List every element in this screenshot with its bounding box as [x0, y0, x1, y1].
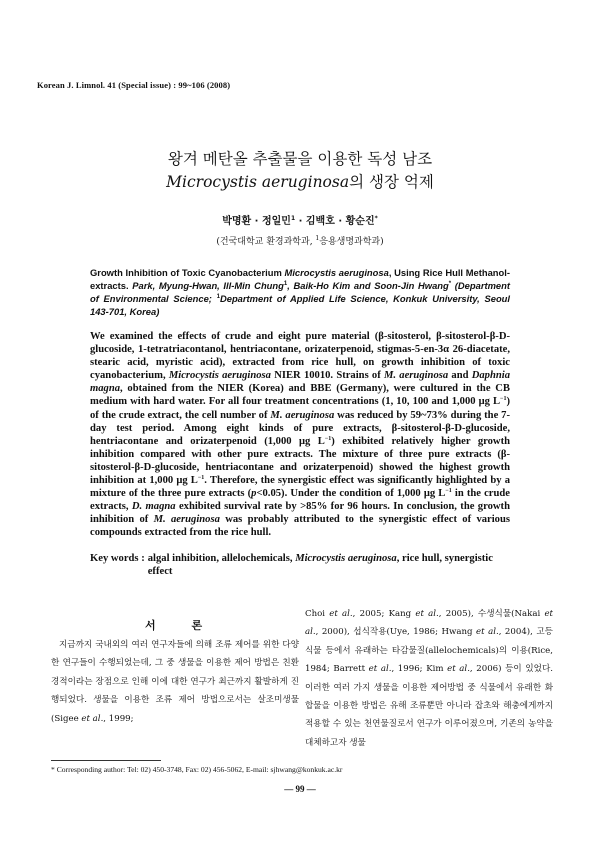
- footnote-divider: [51, 760, 161, 761]
- abstract-exponent: −1: [324, 435, 332, 442]
- keywords-list: [145, 552, 510, 578]
- abstract-p-variable: p: [251, 488, 257, 500]
- abstract-text: NIER 10010. Strains of: [270, 370, 384, 382]
- citation-etal: et al: [368, 664, 389, 675]
- body-column-left: [51, 605, 299, 728]
- en-title-2: , Using Rice Hull Methanol-extracts.: [90, 267, 510, 291]
- keywords-label: Key words :: [90, 553, 145, 564]
- author-group-1: 박명환 · 정일민: [222, 216, 291, 227]
- abstract-species: M. aeruginosa: [270, 409, 335, 421]
- body-text: ., 2004), 고등식물 등에서 유래하는 타감물질(allelochemicals)의 이용(Rice, 1984; Barrett: [305, 627, 553, 675]
- author-sup-2: *: [374, 215, 378, 222]
- citation-etal: et al: [476, 627, 496, 638]
- title-species: Microcystis aeruginosa: [166, 173, 350, 191]
- citation-etal: et al: [329, 609, 350, 619]
- abstract: [90, 330, 510, 540]
- title-korean: 왕겨 메탄올 추출물을 이용한 독성 남조: [167, 150, 433, 168]
- abstract-exponent: −1: [500, 396, 507, 403]
- abstract-text: and: [448, 370, 472, 382]
- affiliation-part-2: 응용생명과학과): [319, 237, 384, 247]
- author-sup-1: 1: [290, 215, 296, 222]
- english-title-block: [90, 266, 510, 318]
- body-text: ., 2000), 섭식작용(Uye, 1986; Hwang: [312, 627, 477, 638]
- affiliation-korean: [0, 234, 600, 247]
- keywords-part: algal inhibition, allelochemicals,: [147, 553, 296, 564]
- intro-text: ., 1999;: [100, 713, 134, 724]
- abstract-text: ) of the crude extract, the cell number of: [90, 396, 510, 421]
- en-sup-1: 1: [283, 281, 288, 287]
- footnote-corresponding-author: * Corresponding author: Tel: 02) 450-3748, Fax: 02) 456-5062, E-mail: sjhwang@konkuk.ac.kr: [51, 765, 343, 774]
- keywords: [90, 552, 510, 578]
- section-heading-introduction: 서 론: [145, 619, 219, 632]
- page-number: — 99 —: [284, 784, 316, 794]
- abstract-text: . Therefore, the synergistic effect was significantly highlighted by a mixture of the three pure extracts (: [90, 475, 510, 500]
- abstract-species: Daphnia magna: [90, 370, 511, 395]
- body-text: ., 1996; Kim: [388, 664, 448, 675]
- journal-reference: Korean J. Limnol. 41 (Special issue) : 99~106 (2008): [37, 80, 231, 90]
- abstract-text: We examined the effects of crude and eight pure material (β-sitosterol, β-sitosterol-β-D-glucoside, 1-tetratriacontanol, hentriacontane, orizaterpenoid, stigmas-5-en-3α 26-diacetate, stearic acid, myristic acid), extracted from rice hull, on growth inhibition of toxic cyanobacterium,: [90, 331, 510, 382]
- en-affiliation-1: (Department of Environmental Science;: [90, 280, 510, 304]
- citation-etal: et al: [415, 609, 437, 619]
- abstract-text: was probably attributed to the synergistic effect of various compounds extracted from the rice hull.: [90, 514, 510, 539]
- abstract-text: was reduced by 59~73% during the 7-day test period. Among eight kinds of pure extracts, β-sitosterol-β-D-glucoside, hentriacontane and orizaterpenoid (1,000 μg L: [90, 409, 510, 447]
- en-sup-3: 1: [216, 294, 220, 300]
- abstract-species: D. magna: [131, 501, 176, 513]
- keywords-species: Microcystis aeruginosa: [295, 553, 397, 564]
- abstract-text: <0.05). Under the condition of 1,000 μg L: [256, 488, 446, 500]
- en-affiliation-2: Department of Applied Life Science, Konkuk University, Seoul 143-701, Korea): [90, 293, 511, 317]
- intro-paragraph: [51, 636, 299, 728]
- authors-korean: [0, 212, 600, 227]
- abstract-species: Microcystis aeruginosa: [168, 370, 271, 382]
- affiliation-part-1: (건국대학교 환경과학과,: [216, 237, 316, 247]
- abstract-exponent: −1: [197, 475, 205, 482]
- abstract-text: , obtained from the NIER (Korea) and BBE (Germany), were cultured in the CB medium with hard water. For all four treatment concentrations (1, 10, 100 and 1,000 μg L: [90, 383, 510, 408]
- abstract-text: in the crude extracts,: [90, 488, 510, 513]
- body-column-right: [305, 605, 553, 752]
- en-authors-2: , Baik-Ho Kim and Soon-Jin Hwang: [287, 280, 449, 291]
- abstract-text: exhibited survival rate by >85% for 96 hours. In conclusion, the growth inhibition of: [90, 501, 510, 526]
- affiliation-sup: 1: [315, 235, 320, 242]
- title-species-line: [0, 170, 600, 192]
- citation-etal: et al: [447, 664, 468, 675]
- en-sup-2: *: [448, 281, 452, 287]
- body-text: ., 2005), 수생식물(Nakai: [436, 609, 545, 619]
- abstract-species: M. aeruginosa: [384, 370, 449, 382]
- keywords-part: , rice hull, synergistic effect: [147, 553, 493, 578]
- en-authors-1: Park, Myung-Hwan, Ill-Min Chung: [128, 280, 284, 291]
- keywords-row: [90, 552, 510, 578]
- abstract-species: M. aeruginosa: [153, 514, 220, 526]
- abstract-exponent: −1: [445, 488, 452, 495]
- body-text: ., 2005; Kang: [349, 609, 416, 619]
- citation-etal: et al: [305, 609, 553, 638]
- body-text: ., 2006) 등이 있었다. 이러한 여러 가지 생물을 이용한 제어방법 중 식물에서 유래한 화합물을 이용한 방법은 유해 조류뿐만 아니라 잡초와 해충에게까지 적용할 수 있는 천연물질로서 연구가 이루어졌으며, 기존의 농약을 대체하고자 생물: [305, 664, 553, 748]
- body-text: Choi: [305, 609, 330, 619]
- citation-etal: et al: [81, 713, 101, 724]
- intro-text: 지금까지 국내외의 여러 연구자들에 의해 조류 제어를 위한 다양한 연구들이 수행되었는데, 그 중 생물을 이용한 제어 방법은 친환경적이라는 장점으로 인해 이에 대한 연구가 최근까지 활발하게 진행되었다. 생물을 이용한 조류 제어 방법으로서는 살조미생물(Sigee: [51, 640, 299, 724]
- en-title-1: Growth Inhibition of Toxic Cyanobacterium: [90, 267, 285, 278]
- title-suffix: 의 생장 억제: [349, 173, 434, 191]
- author-group-2: · 김백호 · 황순진: [295, 216, 375, 227]
- abstract-text: ) exhibited relatively higher growth inhibition compared with other pure extracts. The mixture of three pure extracts (β-sitosterol-β-D-glucoside, hentriacontane and orizaterpenoid) showed the highest growth inhibition at 1,000 μg L: [90, 435, 510, 487]
- en-title-species: Microcystis aeruginosa: [284, 267, 389, 278]
